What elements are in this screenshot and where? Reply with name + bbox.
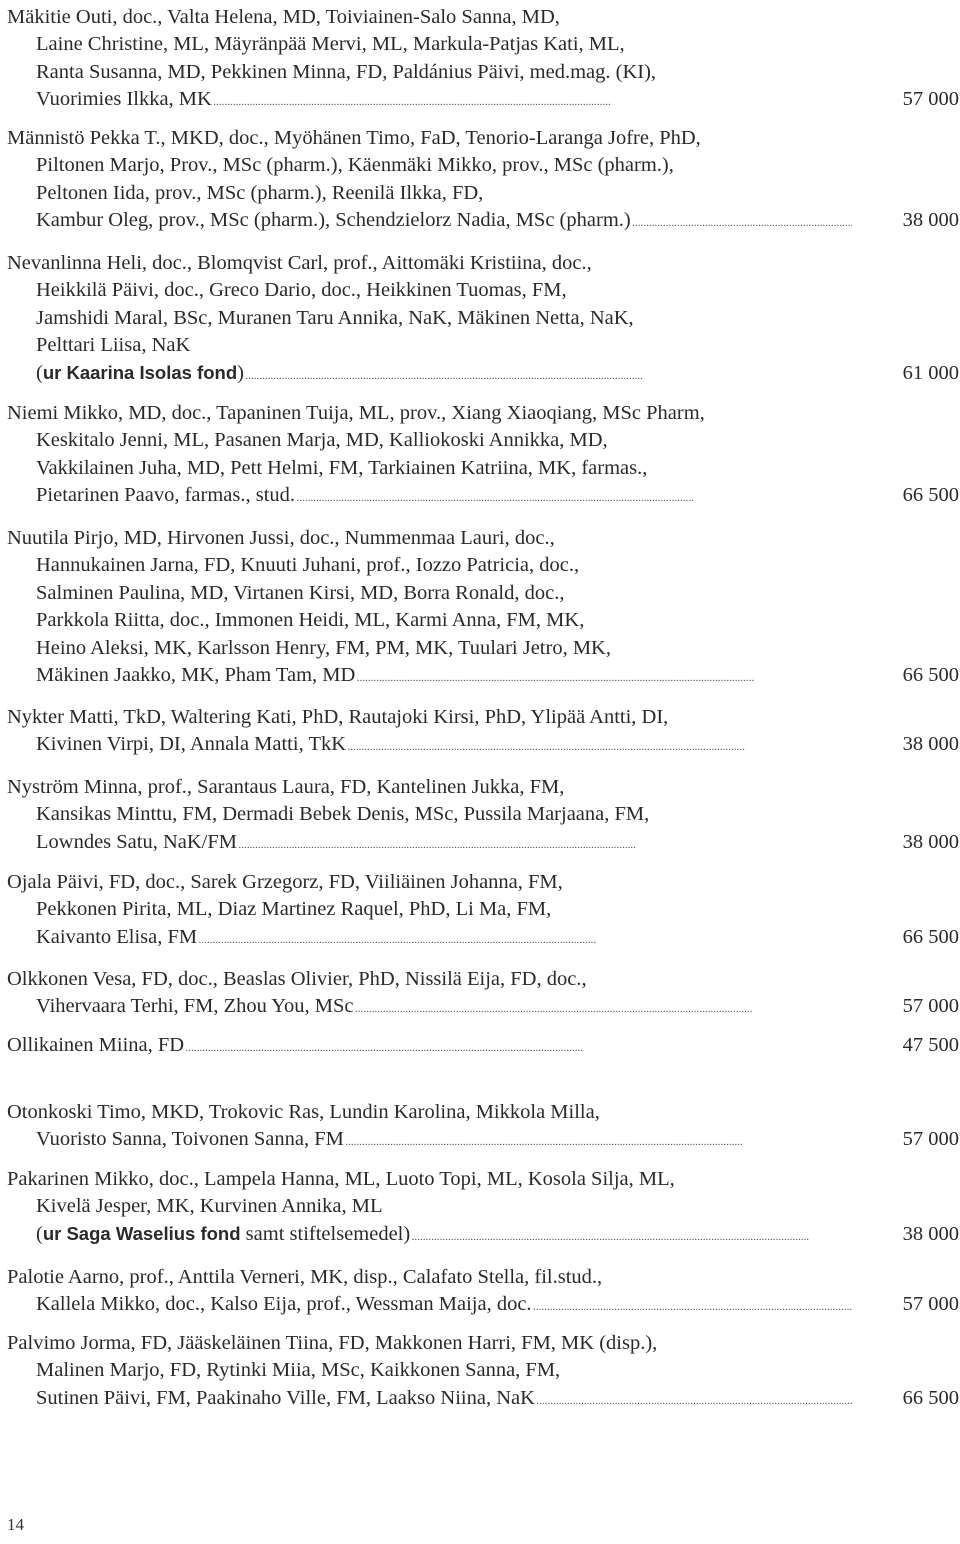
recipient-names-with-leader [36,924,852,953]
recipient-line-last [36,86,852,112]
recipient-line: Ojala Päivi, FD, doc., Sarek Grzegorz, FD, Viiliäinen Johanna, FM, [7,871,563,893]
recipient-line: Jamshidi Maral, BSc, Muranen Taru Annika, NaK, Mäkinen Netta, NaK, [36,306,634,329]
recipient-line: Piltonen Marjo, Prov., MSc (pharm.), Käenmäki Mikko, prov., MSc (pharm.), [36,154,674,177]
recipient-names: Pietarinen Paavo, farmas., stud. [36,484,296,507]
recipient-line: Kansikas Minttu, FM, Dermadi Bebek Denis, MSc, Pussila Marjaana, FM, [36,803,650,826]
recipient-line-last [36,207,852,233]
recipient-line: Ranta Susanna, MD, Pekkinen Minna, FD, Paldánius Päivi, med.mag. (KI), [36,60,657,83]
fund-text: ( [36,361,43,384]
recipient-line-last [36,662,852,688]
recipient-names: Kallela Mikko, doc., Kalso Eija, prof., Wessman Maija, doc. [36,1293,532,1316]
recipient-line: Parkkola Riitta, doc., Immonen Heidi, ML, Karmi Anna, FM, MK, [36,609,585,632]
recipient-line: Nykter Matti, TkD, Waltering Kati, PhD, Rautajoki Kirsi, PhD, Ylipää Antti, DI, [7,706,669,728]
fund-name: ur Saga Waselius fond [42,1222,241,1244]
recipient-line: Olkkonen Vesa, FD, doc., Beaslas Olivier, PhD, Nissilä Eija, FD, doc., [7,968,587,990]
grant-amount: 66 500 [902,664,959,686]
recipient-line: Pakarinen Mikko, doc., Lampela Hanna, ML, Luoto Topi, ML, Kosola Silja, ML, [7,1168,675,1190]
recipient-line: Keskitalo Jenni, ML, Pasanen Marja, MD, Kalliokoski Annikka, MD, [36,429,608,452]
recipient-names: Kaivanto Elisa, FM [36,925,198,948]
recipient-line-last [7,1032,852,1058]
recipient-names: Lowndes Satu, NaK/FM [36,830,238,853]
recipient-line: Nuutila Pirjo, MD, Hirvonen Jussi, doc., Nummenmaa Lauri, doc., [7,527,555,549]
fund-text: ( [36,1222,43,1245]
recipient-names-with-leader [36,86,852,115]
grant-amount: 57 000 [902,1128,959,1151]
recipient-names-with-leader [36,829,852,858]
recipient-line: Kivelä Jesper, MK, Kurvinen Annika, ML [36,1195,383,1218]
recipient-line: Nyström Minna, prof., Sarantaus Laura, FD, Kantelinen Jukka, FM, [7,776,565,798]
grant-amount: 66 500 [902,484,959,507]
recipient-line-last [36,993,852,1019]
recipient-names: Ollikainen Miina, FD [7,1034,185,1056]
recipient-names-with-leader [36,1385,852,1414]
recipient-line-last [36,829,852,855]
recipient-names-with-leader [36,731,852,760]
recipient-line: Palvimo Jorma, FD, Jääskeläinen Tiina, FD, Makkonen Harri, FM, MK (disp.), [7,1332,658,1354]
recipient-names-with-leader [7,1032,852,1061]
recipient-names: Mäkinen Jaakko, MK, Pham Tam, MD [36,664,356,686]
recipient-names-with-leader [36,1221,852,1250]
recipient-line: Männistö Pekka T., MKD, doc., Myöhänen Timo, FaD, Tenorio-Laranga Jofre, PhD, [7,127,701,149]
grant-amount: 66 500 [902,1386,959,1409]
recipient-names: Vuorimies Ilkka, MK [36,88,212,111]
recipient-line: Otonkoski Timo, MKD, Trokovic Ras, Lundin Karolina, Mikkola Milla, [7,1101,600,1123]
recipient-line: Heikkilä Päivi, doc., Greco Dario, doc., Heikkinen Tuomas, FM, [36,279,567,302]
recipient-names-with-leader [36,662,852,691]
recipient-names: Kambur Oleg, prov., MSc (pharm.), Schendzielorz Nadia, MSc (pharm.) [36,209,631,232]
recipient-names-with-leader [36,360,852,389]
recipient-line-last [36,731,852,757]
fund-name: ur Kaarina Isolas fond [42,361,238,383]
recipient-line: Niemi Mikko, MD, doc., Tapaninen Tuija, ML, prov., Xiang Xiaoqiang, MSc Pharm, [7,402,705,424]
recipient-line: Pelttari Liisa, NaK [36,334,191,357]
recipient-line: Palotie Aarno, prof., Anttila Verneri, MK, disp., Calafato Stella, fil.stud., [7,1266,603,1288]
recipient-line: Pekkonen Pirita, ML, Diaz Martinez Raquel, PhD, Li Ma, FM, [36,898,552,921]
grant-amount: 38 000 [902,733,959,756]
recipient-names: Vihervaara Terhi, FM, Zhou You, MSc [36,995,354,1018]
recipient-line-last [36,1126,852,1152]
recipient-line: Mäkitie Outi, doc., Valta Helena, MD, Toiviainen-Salo Sanna, MD, [7,6,560,28]
grant-amount: 57 000 [902,88,959,111]
recipient-line: Vakkilainen Juha, MD, Pett Helmi, FM, Tarkiainen Katriina, MK, farmas., [36,456,648,479]
recipient-names-with-leader [36,207,852,236]
recipient-line: Laine Christine, ML, Mäyränpää Mervi, ML, Markula-Patjas Kati, ML, [36,33,625,56]
recipient-names: Vuoristo Sanna, Toivonen Sanna, FM [36,1128,344,1151]
recipient-line-last [36,360,852,386]
grant-amount: 38 000 [902,830,959,853]
recipient-line-last [36,1221,852,1247]
recipient-names-with-leader [36,993,852,1022]
recipient-line: Hannukainen Jarna, FD, Knuuti Juhani, prof., Iozzo Patricia, doc., [36,554,580,577]
fund-text: samt stiftelsemedel) [240,1222,411,1245]
grant-amount: 66 500 [902,925,959,948]
grant-amount: 38 000 [902,1222,959,1245]
grant-amount: 61 000 [902,361,959,384]
recipient-line-last [36,1385,852,1411]
recipient-line: Peltonen Iida, prov., MSc (pharm.), Reenilä Ilkka, FD, [36,181,484,204]
recipient-line-last [36,924,852,950]
recipient-line-last [36,1291,852,1317]
page-number: 14 [7,1515,24,1534]
recipient-names: Sutinen Päivi, FM, Paakinaho Ville, FM, Laakso Niina, NaK [36,1386,535,1409]
grant-amount: 57 000 [902,1293,959,1316]
recipient-line: Salminen Paulina, MD, Virtanen Kirsi, MD, Borra Ronald, doc., [36,581,565,604]
recipient-line: Heino Aleksi, MK, Karlsson Henry, FM, PM, MK, Tuulari Jetro, MK, [36,636,611,659]
recipient-names-with-leader [36,1126,852,1155]
recipient-names-with-leader [36,1291,852,1320]
grant-amount: 57 000 [902,995,959,1018]
recipient-line-last [36,482,852,508]
grant-amount: 38 000 [902,209,959,232]
recipient-names: Kivinen Virpi, DI, Annala Matti, TkK [36,733,347,756]
fund-text: ) [237,361,244,384]
recipient-line: Malinen Marjo, FD, Rytinki Miia, MSc, Kaikkonen Sanna, FM, [36,1359,561,1382]
grant-amount: 47 500 [902,1034,959,1056]
recipient-line: Nevanlinna Heli, doc., Blomqvist Carl, prof., Aittomäki Kristiina, doc., [7,252,592,274]
recipient-names-with-leader [36,482,852,511]
